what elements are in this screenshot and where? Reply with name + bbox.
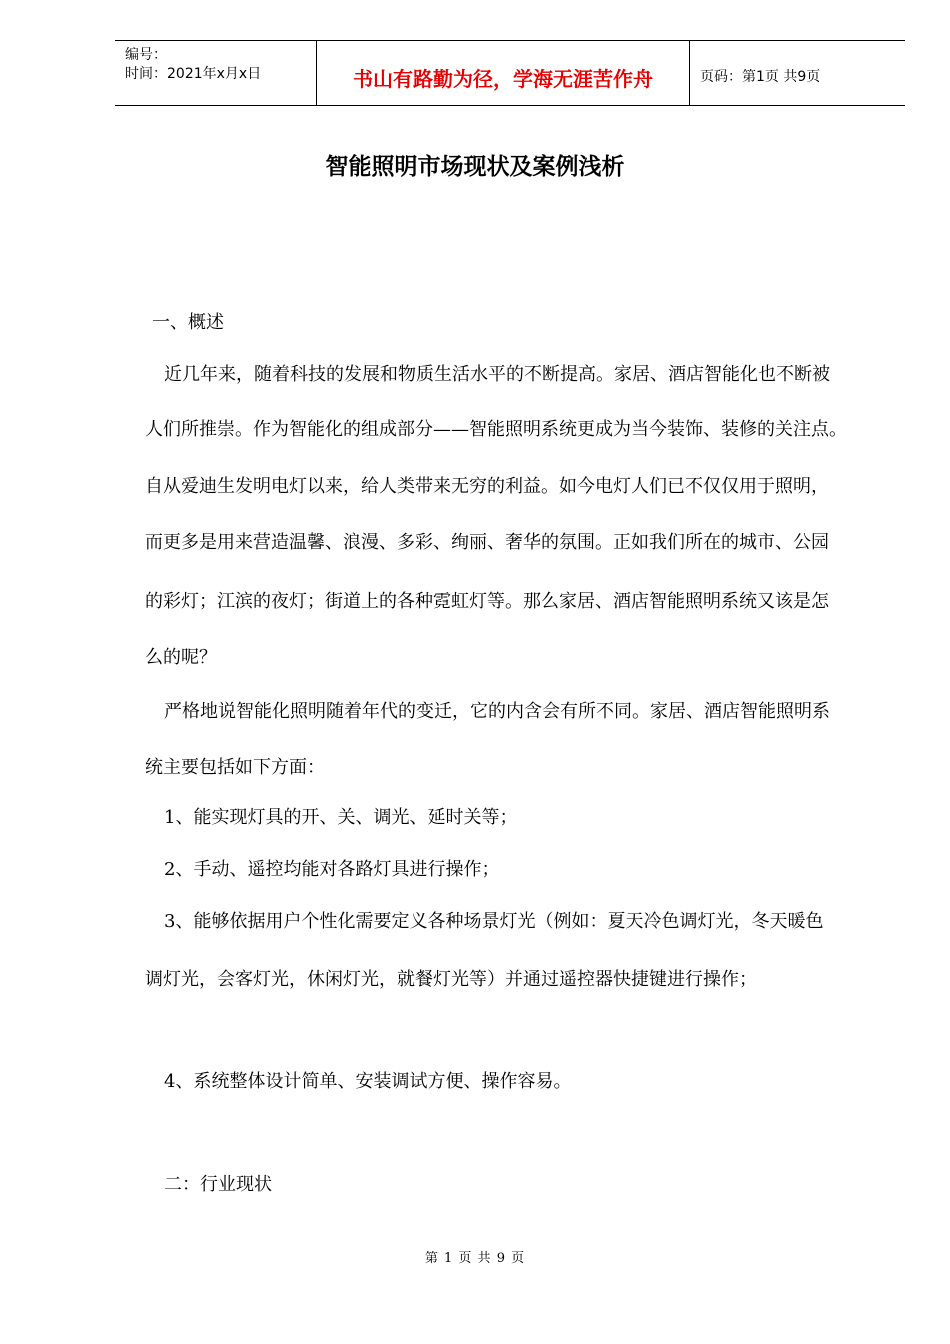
document-header — [115, 40, 905, 106]
document-time-label: 时间：2021年x月x日 — [125, 66, 262, 82]
header-motto-cell — [316, 41, 690, 105]
paragraph-line: 严格地说智能化照明随着年代的变迁，它的内含会有所不同。家居、酒店智能照明系 — [164, 701, 830, 722]
paragraph-line: 近几年来，随着科技的发展和物质生活水平的不断提高。家居、酒店智能化也不断被 — [164, 364, 830, 385]
list-item: 1、能实现灯具的开、关、调光、延时关等； — [164, 807, 518, 828]
paragraph-line: 么的呢？ — [145, 647, 217, 668]
header-motto: 书山有路勤为径，学海无涯苦作舟 — [353, 67, 653, 91]
page-footer: 第 1 页 共 9 页 — [424, 1251, 526, 1266]
paragraph-line: 人们所推崇。作为智能化的组成部分——智能照明系统更成为当今装饰、装修的关注点。 — [145, 419, 847, 440]
document-number-label: 编号： — [125, 47, 167, 63]
list-item: 4、系统整体设计简单、安装调试方便、操作容易。 — [164, 1071, 572, 1092]
list-item-continuation: 调灯光，会客灯光，休闲灯光，就餐灯光等）并通过遥控器快捷键进行操作； — [145, 969, 757, 990]
paragraph-line: 而更多是用来营造温馨、浪漫、多彩、绚丽、奢华的氛围。正如我们所在的城市、公园 — [145, 532, 829, 553]
section-heading-industry-status: 二：行业现状 — [164, 1174, 272, 1195]
list-item: 3、能够依据用户个性化需要定义各种场景灯光（例如：夏天冷色调灯光，冬天暖色 — [164, 911, 824, 932]
paragraph-line: 的彩灯；江滨的夜灯；街道上的各种霓虹灯等。那么家居、酒店智能照明系统又该是怎 — [145, 591, 829, 612]
section-heading-overview: 一、概述 — [152, 312, 224, 333]
header-page-info: 页码：第1页 共9页 — [700, 69, 821, 85]
header-page-cell — [690, 41, 905, 105]
paragraph-line: 统主要包括如下方面： — [145, 757, 325, 778]
list-item: 2、手动、遥控均能对各路灯具进行操作； — [164, 859, 500, 880]
paragraph-line: 自从爱迪生发明电灯以来，给人类带来无穷的利益。如今电灯人们已不仅仅用于照明， — [145, 476, 829, 497]
header-meta-cell — [115, 41, 316, 105]
document-title: 智能照明市场现状及案例浅析 — [325, 154, 625, 180]
